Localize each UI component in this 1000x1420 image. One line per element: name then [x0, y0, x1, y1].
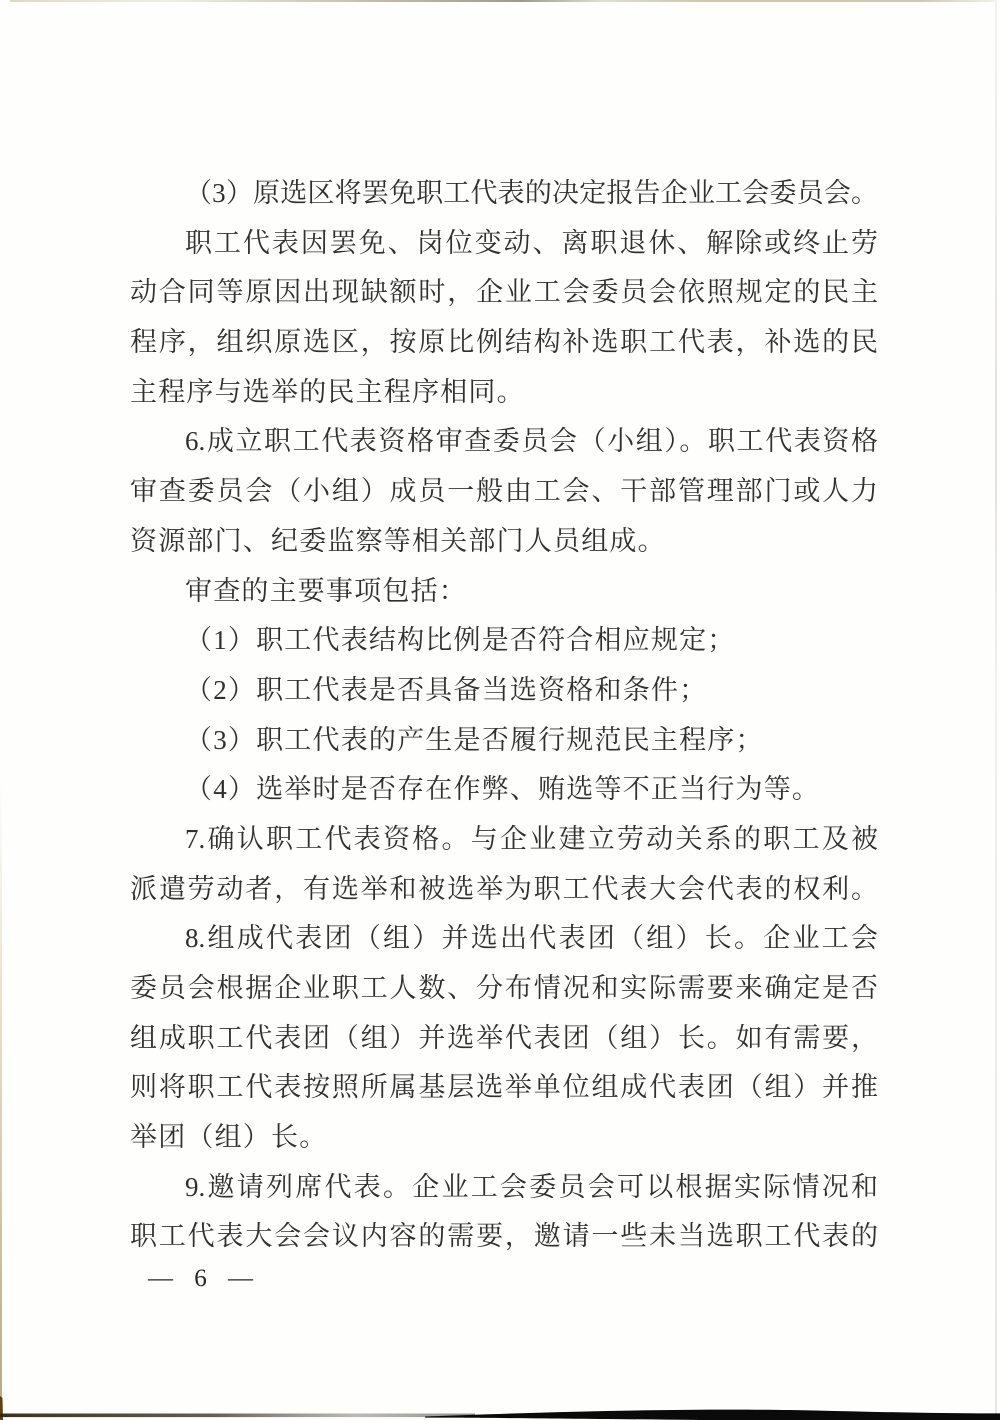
text-line: 9.邀请列席代表。企业工会委员会可以根据实际情况和: [185, 1171, 878, 1202]
text-line: 6.成立职工代表资格审查委员会（小组）。职工代表资格: [185, 426, 878, 457]
text-line: （4）选举时是否存在作弊、贿选等不正当行为等。: [185, 774, 821, 805]
text-line: 组成职工代表团（组）并选举代表团（组）长。如有需要，: [130, 1022, 878, 1053]
bottom-left-strip: [0, 1414, 475, 1418]
text-line: 职工代表大会会议内容的需要，邀请一些未当选职工代表的: [130, 1221, 878, 1252]
page-number-label: — 6 —: [148, 1265, 257, 1292]
text-line: 动合同等原因出现缺额时，企业工会委员会依照规定的民主: [130, 277, 878, 308]
text-line: 职工代表因罢免、岗位变动、离职退休、解除或终止劳: [185, 227, 878, 258]
text-line: 委员会根据企业职工人数、分布情况和实际需要来确定是否: [130, 973, 878, 1003]
text-line: （2）职工代表是否具备当选资格和条件；: [185, 674, 708, 705]
text-line: 审查的主要事项包括：: [185, 575, 467, 606]
scan-artifact-bottom-shadow: [0, 1390, 1000, 1420]
text-line: 则将职工代表按照所属基层选举单位组成代表团（组）并推: [130, 1072, 878, 1103]
text-line: （3）职工代表的产生是否履行规范民主程序；: [185, 724, 764, 755]
page-number: [148, 1262, 257, 1296]
scan-artifact-top-edge: [10, 0, 995, 2]
text-line: （3）原选区将罢免职工代表的决定报告企业工会委员会。: [185, 178, 878, 208]
text-line: 派遣劳动者，有选举和被选举为职工代表大会代表的权利。: [130, 873, 878, 904]
bottom-black-lens: [425, 1410, 1000, 1420]
text-line: （1）职工代表结构比例是否符合相应规定；: [185, 625, 736, 656]
text-line: 主程序与选举的民主程序相同。: [130, 376, 525, 407]
text-line: 资源部门、纪委监察等相关部门人员组成。: [130, 525, 666, 556]
text-line: 8.组成代表团（组）并选出代表团（组）长。企业工会: [185, 923, 878, 954]
body-text: [130, 169, 878, 1262]
text-line: 程序，组织原选区，按原比例结构补选职工代表，补选的民: [130, 327, 878, 358]
text-line: 举团（组）长。: [130, 1122, 328, 1153]
text-line: 7.确认职工代表资格。与企业建立劳动关系的职工及被: [185, 823, 878, 854]
scan-artifact-left-edge: [0, 781, 2, 1420]
scan-artifact-right-edge: [995, 0, 997, 1420]
text-line: 审查委员会（小组）成员一般由工会、干部管理部门或人力: [130, 476, 878, 507]
